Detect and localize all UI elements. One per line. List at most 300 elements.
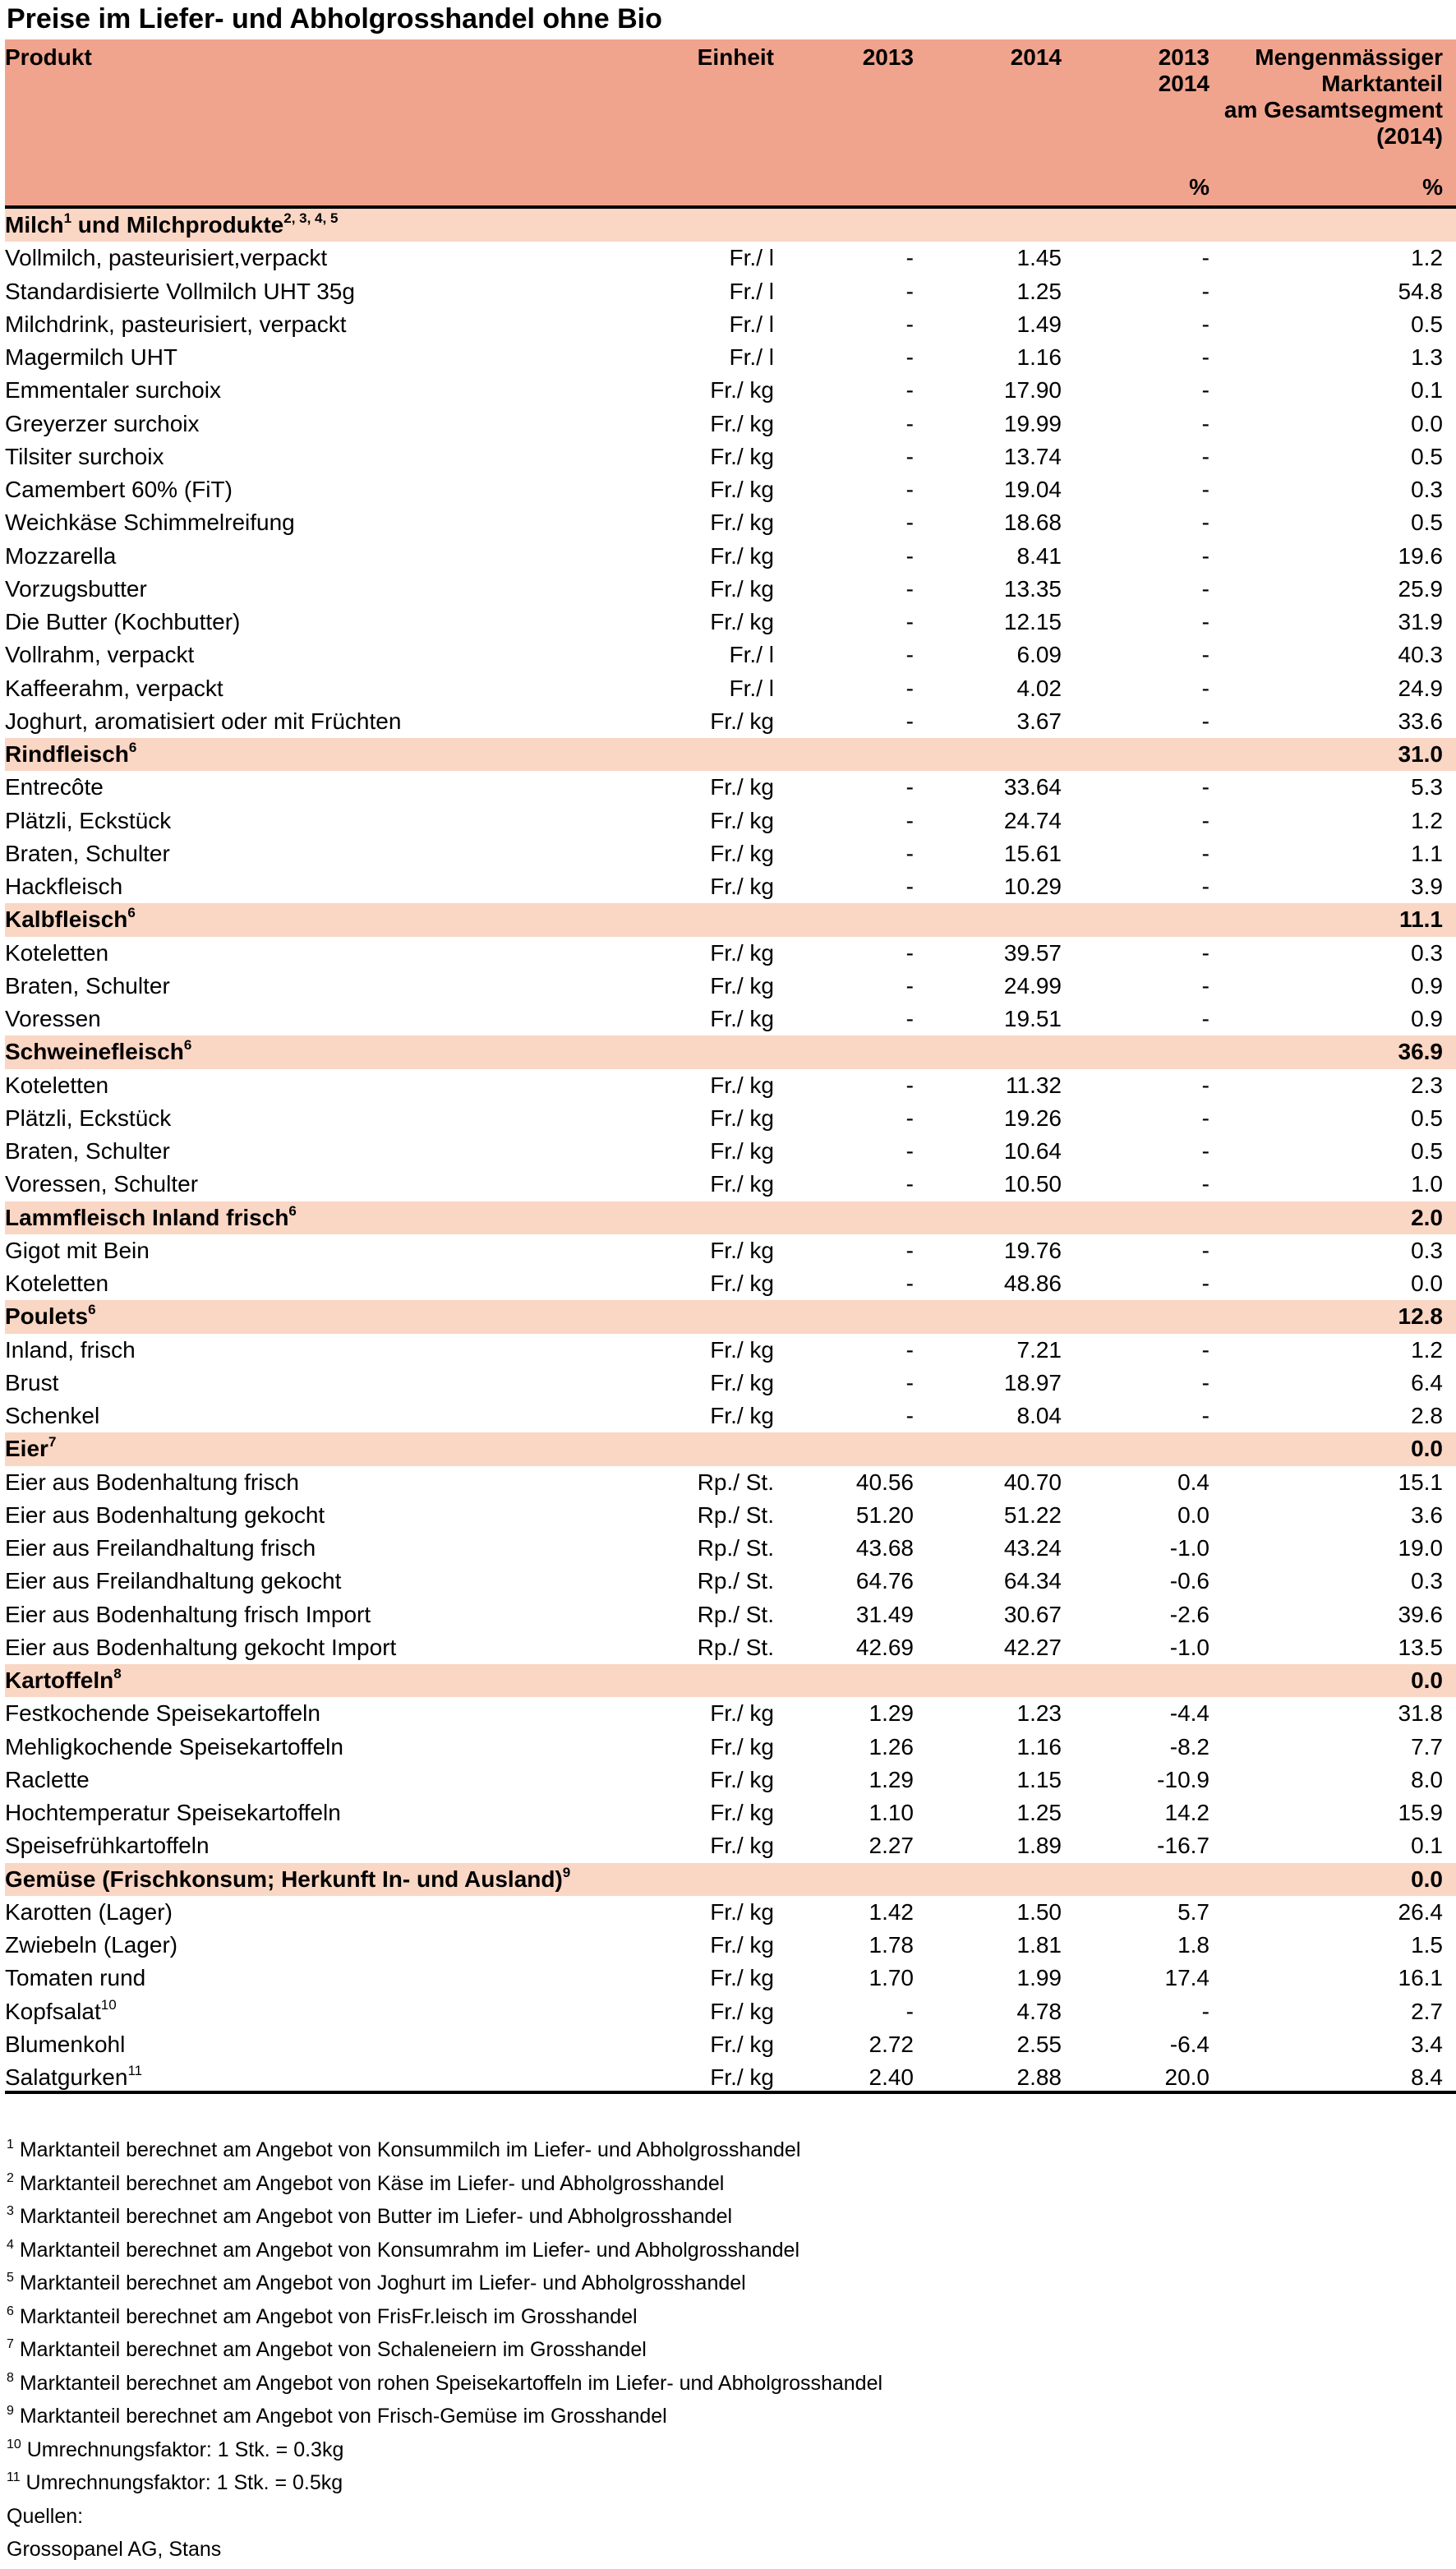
price-2013-cell: - xyxy=(905,1105,914,1131)
table-row xyxy=(5,1234,1456,1267)
market-share-cell: 0.5 xyxy=(1411,1105,1443,1131)
change-cell: 1.8 xyxy=(1177,1932,1209,1958)
name-suffix: und Milchprodukte xyxy=(71,212,284,238)
table-row xyxy=(5,374,1456,407)
footnote xyxy=(7,2333,882,2367)
price-2013-cell: 1.26 xyxy=(869,1733,914,1760)
price-2013-cell: - xyxy=(905,443,914,469)
price-2013-cell: - xyxy=(905,939,914,966)
unit-cell: Fr./ kg xyxy=(710,510,774,536)
table-row xyxy=(5,1168,1456,1201)
product-name xyxy=(5,308,346,341)
footnote-number: 2 xyxy=(7,2170,14,2185)
unit-cell: Fr./ l xyxy=(729,278,774,304)
name-text: Zwiebeln (Lager) xyxy=(5,1932,178,1958)
footnote-number: 11 xyxy=(7,2470,21,2484)
price-2014-cell: 1.50 xyxy=(1016,1898,1062,1925)
unit-cell: Fr./ l xyxy=(729,245,774,271)
price-2014-cell: 8.41 xyxy=(1016,542,1062,569)
price-2014-cell: 10.50 xyxy=(1003,1171,1062,1197)
footnote-ref: 10 xyxy=(100,1996,117,2013)
section-row xyxy=(5,209,1456,242)
name-text: Blumenkohl xyxy=(5,2031,126,2057)
market-share-cell: 0.9 xyxy=(1411,972,1443,999)
price-2014-cell: 18.68 xyxy=(1003,510,1062,536)
price-2014-cell: 2.55 xyxy=(1016,2031,1062,2057)
unit-cell: Fr./ kg xyxy=(710,1965,774,1991)
unit-cell: Fr./ kg xyxy=(710,410,774,436)
price-2014-cell: 1.16 xyxy=(1016,344,1062,370)
price-2014-cell: 19.51 xyxy=(1003,1006,1062,1031)
table-row xyxy=(5,1631,1456,1664)
name-text: Voressen xyxy=(5,1006,101,1031)
section-row xyxy=(5,1300,1456,1333)
change-cell: - xyxy=(1201,278,1209,304)
name-text: Vollrahm, verpackt xyxy=(5,642,195,668)
section-name xyxy=(5,738,136,771)
price-2013-cell: 2.40 xyxy=(869,2064,914,2090)
name-text: Braten, Schulter xyxy=(5,972,170,999)
change-cell: - xyxy=(1201,1403,1209,1428)
change-cell: - xyxy=(1201,344,1209,370)
section-row xyxy=(5,1664,1456,1697)
unit-cell: Fr./ kg xyxy=(710,1833,774,1859)
price-2014-cell: 48.86 xyxy=(1003,1271,1062,1296)
header-change-line2: 2014 xyxy=(1158,71,1209,96)
footnote-number: 10 xyxy=(7,2437,21,2451)
table-row xyxy=(5,1499,1456,1532)
price-2013-cell: 40.56 xyxy=(855,1469,914,1495)
header-share-line: am Gesamtsegment xyxy=(1223,97,1443,122)
price-2013-cell: - xyxy=(905,311,914,337)
product-name xyxy=(5,1267,108,1300)
change-cell: - xyxy=(1201,477,1209,502)
product-name xyxy=(5,1135,170,1168)
change-cell: 5.7 xyxy=(1177,1898,1209,1925)
market-share-cell: 0.3 xyxy=(1411,477,1443,502)
market-share-cell: 1.0 xyxy=(1411,1171,1443,1197)
footnote-text: Marktanteil berechnet am Angebot von rohen Speisekartoffeln im Liefer- und Abholgrosshandel xyxy=(13,2371,883,2395)
name-text: Camembert 60% (FiT) xyxy=(5,477,233,502)
unit-cell: Fr./ kg xyxy=(710,1138,774,1164)
unit-cell: Fr./ kg xyxy=(710,807,774,833)
market-share-cell: 31.8 xyxy=(1398,1700,1443,1727)
header-change-unit: % xyxy=(1189,174,1209,200)
unit-cell: Fr./ kg xyxy=(710,1700,774,1727)
footnote-number: 8 xyxy=(7,2370,14,2385)
market-share-cell: 8.0 xyxy=(1411,1766,1443,1792)
footnote-ref: 2, 3, 4, 5 xyxy=(283,210,339,226)
footnote xyxy=(7,2300,882,2334)
table-row xyxy=(5,1896,1456,1929)
header-2013: 2013 xyxy=(862,44,914,70)
market-share-cell: 3.6 xyxy=(1411,1501,1443,1528)
market-share-cell: 0.0 xyxy=(1411,410,1443,436)
name-text: Eier aus Freilandhaltung frisch xyxy=(5,1535,316,1561)
unit-cell: Fr./ kg xyxy=(710,1271,774,1296)
market-share-cell: 3.4 xyxy=(1411,2031,1443,2057)
header-share-line: Mengenmässiger xyxy=(1255,44,1443,70)
market-share-cell: 2.7 xyxy=(1411,1998,1443,2024)
product-name xyxy=(5,1003,101,1035)
price-2013-cell: - xyxy=(905,840,914,866)
footnote-text: Marktanteil berechnet am Angebot von Frisch-Gemüse im Grosshandel xyxy=(13,2405,667,2428)
change-cell: - xyxy=(1201,311,1209,337)
product-name xyxy=(5,1764,90,1796)
section-row xyxy=(5,1035,1456,1068)
market-share-cell: 31.0 xyxy=(1398,741,1443,767)
table-row xyxy=(5,440,1456,473)
market-share-cell: 7.7 xyxy=(1411,1733,1443,1760)
table-row xyxy=(5,870,1456,903)
table-row xyxy=(5,1962,1456,1995)
name-text: Speisefrühkartoffeln xyxy=(5,1833,210,1859)
price-2013-cell: - xyxy=(905,1138,914,1164)
price-2014-cell: 1.45 xyxy=(1016,245,1062,271)
price-2014-cell: 2.88 xyxy=(1016,2064,1062,2090)
footnote-text: Marktanteil berechnet am Angebot von Schaleneiern im Grosshandel xyxy=(13,2338,647,2361)
change-cell: -0.6 xyxy=(1169,1568,1209,1594)
footnotes xyxy=(7,2133,882,2567)
header-produkt: Produkt xyxy=(5,44,92,70)
market-share-cell: 39.6 xyxy=(1398,1601,1443,1627)
price-table xyxy=(5,39,1456,2094)
unit-cell: Fr./ kg xyxy=(710,939,774,966)
price-2014-cell: 15.61 xyxy=(1003,840,1062,866)
unit-cell: Fr./ kg xyxy=(710,377,774,404)
unit-cell: Fr./ kg xyxy=(710,774,774,800)
product-name xyxy=(5,705,401,738)
change-cell: - xyxy=(1201,1138,1209,1164)
table-row xyxy=(5,573,1456,606)
price-2013-cell: 64.76 xyxy=(855,1568,914,1594)
product-name xyxy=(5,1102,171,1135)
price-2013-cell: - xyxy=(905,542,914,569)
name-text: Kopfsalat xyxy=(5,1998,101,2024)
unit-cell: Fr./ kg xyxy=(710,840,774,866)
price-2013-cell: 1.42 xyxy=(869,1898,914,1925)
market-share-cell: 0.5 xyxy=(1411,443,1443,469)
name-text: Plätzli, Eckstück xyxy=(5,807,172,833)
table-row xyxy=(5,1367,1456,1400)
name-text: Entrecôte xyxy=(5,774,104,800)
table-row xyxy=(5,606,1456,639)
table-row xyxy=(5,308,1456,341)
price-2013-cell: - xyxy=(905,1369,914,1395)
change-cell: -10.9 xyxy=(1157,1766,1209,1792)
price-2013-cell: 43.68 xyxy=(855,1535,914,1561)
name-text: Gigot mit Bein xyxy=(5,1237,150,1263)
price-2014-cell: 1.99 xyxy=(1016,1965,1062,1991)
market-share-cell: 1.5 xyxy=(1411,1932,1443,1958)
product-name xyxy=(5,573,147,606)
price-2014-cell: 19.26 xyxy=(1003,1105,1062,1131)
name-text: Eier aus Bodenhaltung frisch Import xyxy=(5,1601,371,1627)
table-row xyxy=(5,1069,1456,1102)
name-text: Lammfleisch Inland frisch xyxy=(5,1204,289,1230)
footnote-text: Marktanteil berechnet am Angebot von Konsummilch im Liefer- und Abholgrosshandel xyxy=(13,2138,801,2161)
name-text: Plätzli, Eckstück xyxy=(5,1105,172,1131)
table-row xyxy=(5,1829,1456,1862)
table-row xyxy=(5,506,1456,539)
market-share-cell: 36.9 xyxy=(1398,1039,1443,1065)
market-share-cell: 3.9 xyxy=(1411,874,1443,899)
unit-cell: Fr./ kg xyxy=(710,1403,774,1428)
market-share-cell: 0.5 xyxy=(1411,1138,1443,1164)
footnote-ref: 9 xyxy=(562,1864,571,1880)
section-row xyxy=(5,903,1456,936)
product-name xyxy=(5,970,170,1003)
unit-cell: Fr./ kg xyxy=(710,542,774,569)
footnote-ref: 6 xyxy=(88,1302,96,1318)
product-name xyxy=(5,1532,316,1565)
unit-cell: Fr./ kg xyxy=(710,1733,774,1760)
footnote-number: 5 xyxy=(7,2271,14,2285)
unit-cell: Fr./ kg xyxy=(710,575,774,602)
price-2013-cell: - xyxy=(905,874,914,899)
price-2014-cell: 1.89 xyxy=(1016,1833,1062,1859)
section-name xyxy=(5,1432,56,1465)
price-2014-cell: 1.25 xyxy=(1016,278,1062,304)
product-name xyxy=(5,408,200,440)
market-share-cell: 0.0 xyxy=(1411,1866,1443,1892)
name-text: Magermilch UHT xyxy=(5,344,178,370)
footnote-ref: 6 xyxy=(183,1037,192,1054)
change-cell: - xyxy=(1201,443,1209,469)
change-cell: -1.0 xyxy=(1169,1634,1209,1660)
footnote-text: Umrechnungsfaktor: 1 Stk. = 0.5kg xyxy=(20,2471,343,2494)
price-2013-cell: - xyxy=(905,377,914,404)
market-share-cell: 1.2 xyxy=(1411,807,1443,833)
product-name xyxy=(5,937,108,970)
table-row xyxy=(5,2028,1456,2061)
table-row xyxy=(5,473,1456,506)
price-2014-cell: 6.09 xyxy=(1016,642,1062,668)
name-text: Inland, frisch xyxy=(5,1336,136,1363)
unit-cell: Rp./ St. xyxy=(697,1535,774,1561)
product-name xyxy=(5,1995,117,2028)
footnote-ref: 6 xyxy=(128,740,137,755)
change-cell: - xyxy=(1201,1171,1209,1197)
product-name xyxy=(5,1367,58,1400)
product-name xyxy=(5,341,177,374)
table-body xyxy=(5,209,1456,2094)
change-cell: -1.0 xyxy=(1169,1535,1209,1561)
price-2014-cell: 1.25 xyxy=(1016,1800,1062,1825)
table-row xyxy=(5,242,1456,274)
unit-cell: Rp./ St. xyxy=(697,1601,774,1627)
footnote-ref: 8 xyxy=(113,1666,122,1681)
price-2014-cell: 1.49 xyxy=(1016,311,1062,337)
price-2014-cell: 1.16 xyxy=(1016,1733,1062,1760)
name-text: Eier aus Freilandhaltung gekocht xyxy=(5,1568,342,1594)
price-2014-cell: 19.76 xyxy=(1003,1237,1062,1263)
footnote-text: Marktanteil berechnet am Angebot von Joghurt im Liefer- und Abholgrosshandel xyxy=(13,2272,746,2295)
price-2014-cell: 33.64 xyxy=(1003,774,1062,800)
market-share-cell: 1.2 xyxy=(1411,245,1443,271)
section-name xyxy=(5,903,136,936)
price-2013-cell: 42.69 xyxy=(855,1634,914,1660)
market-share-cell: 0.1 xyxy=(1411,377,1443,404)
market-share-cell: 54.8 xyxy=(1398,278,1443,304)
product-name xyxy=(5,1697,320,1730)
price-2014-cell: 19.99 xyxy=(1003,410,1062,436)
table-row xyxy=(5,837,1456,870)
price-2014-cell: 1.23 xyxy=(1016,1700,1062,1727)
price-2013-cell: - xyxy=(905,675,914,701)
change-cell: - xyxy=(1201,1105,1209,1131)
unit-cell: Rp./ St. xyxy=(697,1634,774,1660)
price-2013-cell: - xyxy=(905,410,914,436)
market-share-cell: 2.8 xyxy=(1411,1403,1443,1428)
price-2013-cell: 1.29 xyxy=(869,1766,914,1792)
table-row xyxy=(5,1102,1456,1135)
market-share-cell: 33.6 xyxy=(1398,708,1443,734)
product-name xyxy=(5,639,194,671)
footnote-text: Grossopanel AG, Stans xyxy=(7,2538,222,2561)
product-name xyxy=(5,1565,341,1598)
footnote xyxy=(7,2433,882,2467)
price-2013-cell: - xyxy=(905,1072,914,1098)
price-2014-cell: 4.02 xyxy=(1016,675,1062,701)
price-2013-cell: - xyxy=(905,510,914,536)
footnote-number: 4 xyxy=(7,2237,14,2252)
unit-cell: Fr./ kg xyxy=(710,708,774,734)
name-text: Braten, Schulter xyxy=(5,840,170,866)
footnote-text: Umrechnungsfaktor: 1 Stk. = 0.3kg xyxy=(21,2438,344,2461)
table-row xyxy=(5,1400,1456,1432)
change-cell: - xyxy=(1201,609,1209,634)
price-2013-cell: - xyxy=(905,642,914,668)
market-share-cell: 0.3 xyxy=(1411,939,1443,966)
header-share xyxy=(1224,44,1443,150)
unit-cell: Fr./ l xyxy=(729,675,774,701)
footnote xyxy=(7,2200,882,2234)
price-2013-cell: - xyxy=(905,278,914,304)
name-text: Standardisierte Vollmilch UHT 35g xyxy=(5,278,355,304)
name-text: Braten, Schulter xyxy=(5,1138,170,1164)
product-name xyxy=(5,2061,142,2094)
product-name xyxy=(5,837,170,870)
market-share-cell: 5.3 xyxy=(1411,774,1443,800)
market-share-cell: 19.0 xyxy=(1398,1535,1443,1561)
market-share-cell: 0.3 xyxy=(1411,1237,1443,1263)
change-cell: -2.6 xyxy=(1169,1601,1209,1627)
price-2013-cell: - xyxy=(905,1403,914,1428)
page-title: Preise im Liefer- und Abholgrosshandel ohne Bio xyxy=(7,3,662,35)
product-name xyxy=(5,506,295,539)
change-cell: - xyxy=(1201,1271,1209,1296)
footnote-text: Marktanteil berechnet am Angebot von Käse im Liefer- und Abholgrosshandel xyxy=(13,2171,725,2195)
market-share-cell: 16.1 xyxy=(1398,1965,1443,1991)
name-text: Rindfleisch xyxy=(5,741,129,767)
table-row xyxy=(5,1697,1456,1730)
change-cell: - xyxy=(1201,542,1209,569)
price-2014-cell: 43.24 xyxy=(1003,1535,1062,1561)
table-row xyxy=(5,805,1456,837)
unit-cell: Fr./ kg xyxy=(710,1800,774,1825)
market-share-cell: 25.9 xyxy=(1398,575,1443,602)
product-name xyxy=(5,870,122,903)
price-2013-cell: - xyxy=(905,344,914,370)
market-share-cell: 12.8 xyxy=(1398,1303,1443,1330)
table-row xyxy=(5,1995,1456,2028)
price-2014-cell: 18.97 xyxy=(1003,1369,1062,1395)
price-2013-cell: - xyxy=(905,972,914,999)
section-name xyxy=(5,1300,96,1333)
name-text: Voressen, Schulter xyxy=(5,1171,199,1197)
name-text: Tomaten rund xyxy=(5,1965,146,1991)
price-2013-cell: - xyxy=(905,477,914,502)
name-text: Koteletten xyxy=(5,939,109,966)
market-share-cell: 1.1 xyxy=(1411,840,1443,866)
table-row xyxy=(5,1135,1456,1168)
name-text: Weichkäse Schimmelreifung xyxy=(5,510,295,536)
product-name xyxy=(5,1466,299,1499)
table-row xyxy=(5,672,1456,705)
market-share-cell: 13.5 xyxy=(1398,1634,1443,1660)
table-row xyxy=(5,1929,1456,1962)
name-text: Gemüse (Frischkonsum; Herkunft In- und Ausland) xyxy=(5,1866,563,1892)
change-cell: 20.0 xyxy=(1164,2064,1209,2090)
footnote xyxy=(7,2367,882,2401)
change-cell: - xyxy=(1201,510,1209,536)
price-2013-cell: - xyxy=(905,1237,914,1263)
name-text: Mehligkochende Speisekartoffeln xyxy=(5,1733,343,1760)
market-share-cell: 1.2 xyxy=(1411,1336,1443,1363)
product-name xyxy=(5,1598,371,1631)
market-share-cell: 0.1 xyxy=(1411,1833,1443,1859)
price-2013-cell: 51.20 xyxy=(855,1501,914,1528)
name-text: Eier xyxy=(5,1436,48,1462)
footnote-text: Quellen: xyxy=(7,2504,84,2528)
price-2014-cell: 19.04 xyxy=(1003,477,1062,502)
change-cell: - xyxy=(1201,708,1209,734)
table-row xyxy=(5,408,1456,440)
product-name xyxy=(5,1400,99,1432)
section-row xyxy=(5,1863,1456,1896)
price-2013-cell: - xyxy=(905,1271,914,1296)
table-row xyxy=(5,1334,1456,1367)
market-share-cell: 15.1 xyxy=(1398,1469,1443,1495)
price-2013-cell: - xyxy=(905,1171,914,1197)
footnote-number: 9 xyxy=(7,2404,14,2418)
name-text: Koteletten xyxy=(5,1072,109,1098)
change-cell: - xyxy=(1201,675,1209,701)
unit-cell: Fr./ kg xyxy=(710,1336,774,1363)
product-name xyxy=(5,2028,125,2061)
price-2014-cell: 10.29 xyxy=(1003,874,1062,899)
change-cell: 0.4 xyxy=(1177,1469,1209,1495)
table-row xyxy=(5,1466,1456,1499)
footnote xyxy=(7,2167,882,2201)
name-text: Poulets xyxy=(5,1303,89,1330)
footnote-text: Marktanteil berechnet am Angebot von Butter im Liefer- und Abholgrosshandel xyxy=(13,2205,733,2228)
section-name xyxy=(5,1035,191,1068)
price-2013-cell: - xyxy=(905,245,914,271)
change-cell: - xyxy=(1201,1998,1209,2024)
change-cell: 0.0 xyxy=(1177,1501,1209,1528)
unit-cell: Rp./ St. xyxy=(697,1568,774,1594)
change-cell: -6.4 xyxy=(1169,2031,1209,2057)
section-name xyxy=(5,1863,570,1896)
unit-cell: Fr./ l xyxy=(729,344,774,370)
price-2014-cell: 1.81 xyxy=(1016,1932,1062,1958)
price-2014-cell: 10.64 xyxy=(1003,1138,1062,1164)
product-name xyxy=(5,242,327,274)
price-2014-cell: 7.21 xyxy=(1016,1336,1062,1363)
product-name xyxy=(5,1334,136,1367)
